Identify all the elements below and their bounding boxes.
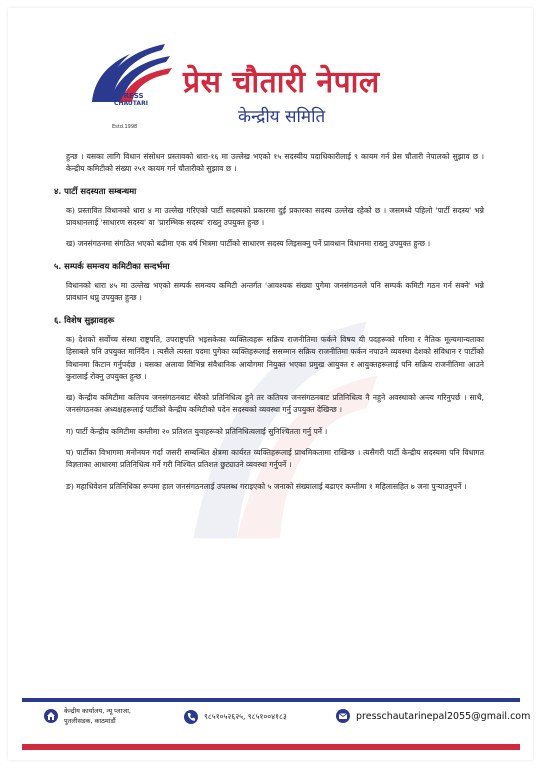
section-5-heading: ५. सम्पर्क समन्वय कमिटीका सन्दर्भमा — [54, 260, 170, 271]
footer-address — [44, 706, 131, 726]
section-4-paragraph-a: क) प्रस्तावित विधानको धारा ४ मा उल्लेख गरिएको पार्टी सदस्यको प्रकारमा दुई प्रकारका सदस्य उल्लेख रहेको छ । जसमध्ये पहिलो 'पार्टी सदस्य' भन्ने प्रावधानलाई 'साधारण सदस्य' वा 'प्रारम्भिक सदस्य' राख्नु उपयुक्त हुन्छ । — [66, 205, 484, 228]
footer-bar — [22, 744, 520, 750]
section-6-paragraph-d: घ) पार्टीका विभागमा मनोनयन गर्दा जसरी सम्बन्धित क्षेत्रमा कार्यरत व्यक्तिहरूलाई प्राथमिकतामा राखिन्छ । त्यसैगरी पार्टी केन्द्रीय सदस्यमा पनि विधागत विज्ञताका आधारमा प्रतिनिधित्व गर्ने गरी निश्चित प्रतिशत छुट्याउने व्यवस्था गर्नुपर्ने । — [66, 448, 484, 470]
section-4-paragraph-b: ख) जनसंगठनमा संगठित भएको बढीमा एक वर्ष भित्रमा पार्टीको साधारण सदस्य लिइसक्नु पर्ने प्रावधान विधानमा राख्नु उपयुक्त हुन्छ । — [66, 239, 431, 249]
organization-title: प्रेस चौतारी नेपाल — [183, 65, 380, 100]
section-5-paragraph: विधानको धारा ४५ मा उल्लेख भएको सम्पर्क समन्वय कमिटी अन्तर्गत 'आवश्यक संख्या पुगेमा जनसंगठनले पनि सम्पर्क कमिटी गठन गर्न सक्ने' भन्ने प्रावधान थप्नु उपयुक्त हुन्छ । — [66, 281, 484, 303]
footer-contact — [44, 706, 531, 736]
email-icon — [336, 709, 350, 723]
logo-line-press: PRESS — [118, 92, 144, 100]
section-6-heading: ६. विशेष सुझावहरू — [54, 314, 115, 325]
section-6-paragraph-c: ग) पार्टी केन्द्रीय कमिटीमा कम्तीमा २० प्रतिशत युवाहरूको प्रतिनिधित्वलाई सुनिश्चितता गर्नु पर्ने । — [66, 426, 328, 436]
section-6-paragraph-a: क) देशको सर्वोच्च संस्था राष्ट्रपति, उपराष्ट्रपति भइसकेका व्यक्तित्वहरू सक्रिय राजनीतिमा फर्कने विषय यी पदहरूको गरिमा र नैतिक मूल्यमान्यताका हिसाबले पनि उपयुक्त मानिँदैन । त्यसैले त्यस्ता पदमा पुगेका व्यक्तिहरूलाई ससम्मान सक्रिय राजनीतिमा फर्कन नपाउने व्यवस्था देशको संविधान र पार्टीको विधानमा किटान गर्नुपर्दछ । यसका अलावा विभिन्न संवैधानिक आयोगमा नियुक्त भएका प्रमुख आयुक्त र आयुक्तहरूलाई पनि सक्रिय राजनीतिमा आउने कुरालाई रोक्नु उपयुक्त हुन्छ । — [66, 334, 484, 381]
section-6-paragraph-b: ख) केन्द्रीय कमिटीमा कतिपय जनसंगठनबाट धेरैको प्रतिनिधित्व हुने तर कतिपय जनसंगठनबाट प्रतिनिधित्व नै नहुने अवस्थाको अन्त्य गरिनुपर्छ । साथै, जनसंगठनका अध्यक्षहरूलाई पार्टीको केन्द्रीय कमिटीको पदेन सदस्यको व्यवस्था गर्नु उपयुक्त देखिन्छ । — [66, 393, 484, 415]
footer-phone — [184, 710, 287, 724]
address-line-1: केन्द्रीय कार्यालय, न्यू प्लाजा, — [64, 707, 131, 715]
section-6-paragraph-e: ङ) महाधिवेशन प्रतिनिधिका रूपमा हाल जनसंगठनलाई उपलब्ध गराइएको ५ जनाको संख्यालाई बढाएर कम्तीमा १ महिलासहित ७ जना पुऱ्याउनुपर्ने । — [66, 481, 467, 491]
phone-icon — [184, 710, 198, 724]
footer-divider — [22, 698, 520, 702]
organization-subtitle: केन्द्रीय समिति — [238, 107, 326, 127]
intro-paragraph: हुन्छ । यसका लागि विधान संसोधन प्रस्तावको धारा-१६ मा उल्लेख भएको १५ सदस्यीय पदाधिकारीलाई ९ कायम गर्न प्रेस चौतारी नेपालको सुझाव छ । केन्द्रीय कमिटीको संख्या २५१ कायम गर्न चौतारीको सुझाव छ । — [66, 152, 484, 174]
section-4-heading: ४. पार्टी सदस्यता सम्बन्धमा — [54, 185, 137, 196]
footer-email[interactable] — [336, 709, 530, 723]
home-icon — [44, 709, 58, 723]
email-address[interactable]: presschautarinepal2055@gmail.com — [356, 710, 531, 722]
logo-established: Estd.1998 — [112, 124, 138, 130]
press-chautari-logo — [80, 40, 175, 135]
address-line-2: पुतलीसडक, काठमाडौं — [64, 717, 116, 725]
logo-line-chautari: CHAUTARI — [114, 100, 148, 107]
logo-wordmark — [110, 92, 152, 108]
phone-numbers: ९८५१०५२६२५, ९८५१००४१८३ — [204, 712, 287, 721]
letter-body — [54, 151, 484, 502]
